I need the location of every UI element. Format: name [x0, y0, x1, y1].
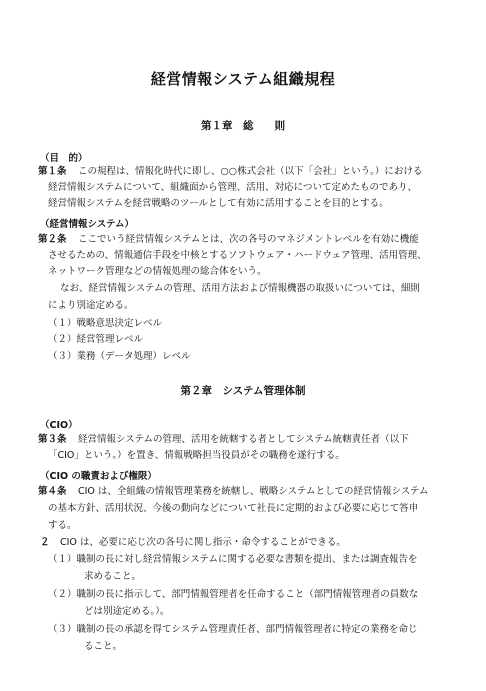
article-1-label: 第１条: [38, 166, 67, 177]
article-2-line-4: なお、経営情報システムの管理、活用方法および情報機器の取扱いについては、細則: [60, 283, 420, 294]
document-title: 経営情報システム組織規程: [150, 70, 336, 88]
article-4-item-2-line-1: （２）職制の長に指示して、部門情報管理者を任命すること（部門情報管理者の員数な: [48, 589, 419, 600]
article-4-para-2-line: CIO は、必要に応じ次の各号に関し指示・命令することができる。: [60, 537, 346, 548]
chapter-2-heading: 第２章 システム管理体制: [180, 385, 306, 397]
article-3-line-1: 経営情報システムの管理、活用を統轄する者としてシステム統轄責任者（以下: [78, 434, 409, 445]
section-heading-cio-duties: （CIO の職責および権限）: [40, 471, 157, 482]
article-4-item-3-line-2: ること。: [84, 641, 123, 652]
article-2-item-1: （１）戦略意思決定レベル: [48, 318, 163, 329]
article-2-line-5: により別途定める。: [48, 300, 134, 311]
article-4-item-2-line-2: どは別途定める。）。: [84, 606, 170, 617]
section-heading-cio: （CIO）: [40, 420, 78, 431]
article-1-line-1: この規程は、情報化時代に即し、○○株式会社（以下「会社」という。）における: [78, 166, 423, 177]
article-2-line-3: ネットワーク管理などの情報処理の総合体をいう。: [48, 266, 267, 277]
article-4-item-1-line-1: （１）職制の長に対し経営情報システムに関する必要な書類を提出、または調査報告を: [48, 554, 418, 565]
article-3-label: 第３条: [38, 434, 67, 445]
article-2-label: 第２条: [38, 234, 67, 245]
article-2-item-3: （３）業務（データ処理）レベル: [48, 351, 191, 362]
article-2-line-2: させるための、情報通信手段を中核とするソフトウェア・ハードウェア管理、活用管理、: [48, 250, 427, 261]
article-4-item-1-line-2: 求めること。: [84, 571, 142, 582]
section-heading-system: （経営情報システム）: [40, 219, 135, 230]
article-2-item-2: （２）経営管理レベル: [48, 334, 144, 345]
article-1-line-2: 経営情報システムについて、組織面から管理、活用、対応について定めたものであり、: [48, 182, 417, 193]
article-4-label: 第４条: [38, 486, 67, 497]
article-2-line-1: ここでいう経営情報システムとは、次の各号のマネジメントレベルを有効に機能: [78, 234, 419, 245]
chapter-1-heading: 第１章 総 則: [201, 120, 285, 132]
article-4-item-3-line-1: （３）職制の長の承認を得てシステム管理責任者、部門情報管理者に特定の業務を命じ: [48, 624, 418, 635]
article-4-para-2-label: ２: [40, 537, 50, 548]
article-1-line-3: 経営情報システムを経営戦略のツールとして有効に活用することを目的とする。: [48, 198, 389, 209]
article-4-line-2: の基本方針、活用状況、今後の動向などについて社長に定期的および必要に応じて答申: [48, 503, 419, 514]
article-4-line-3: する。: [48, 520, 77, 531]
article-4-line-1: CIO は、全組織の情報管理業務を統轄し、戦略システムとしての経営情報システム: [78, 486, 429, 497]
article-3-line-2: 「CIO」という。）を置き、情報戦略担当役員がその職務を遂行する。: [48, 450, 345, 461]
section-heading-purpose: （目 的）: [40, 153, 88, 164]
